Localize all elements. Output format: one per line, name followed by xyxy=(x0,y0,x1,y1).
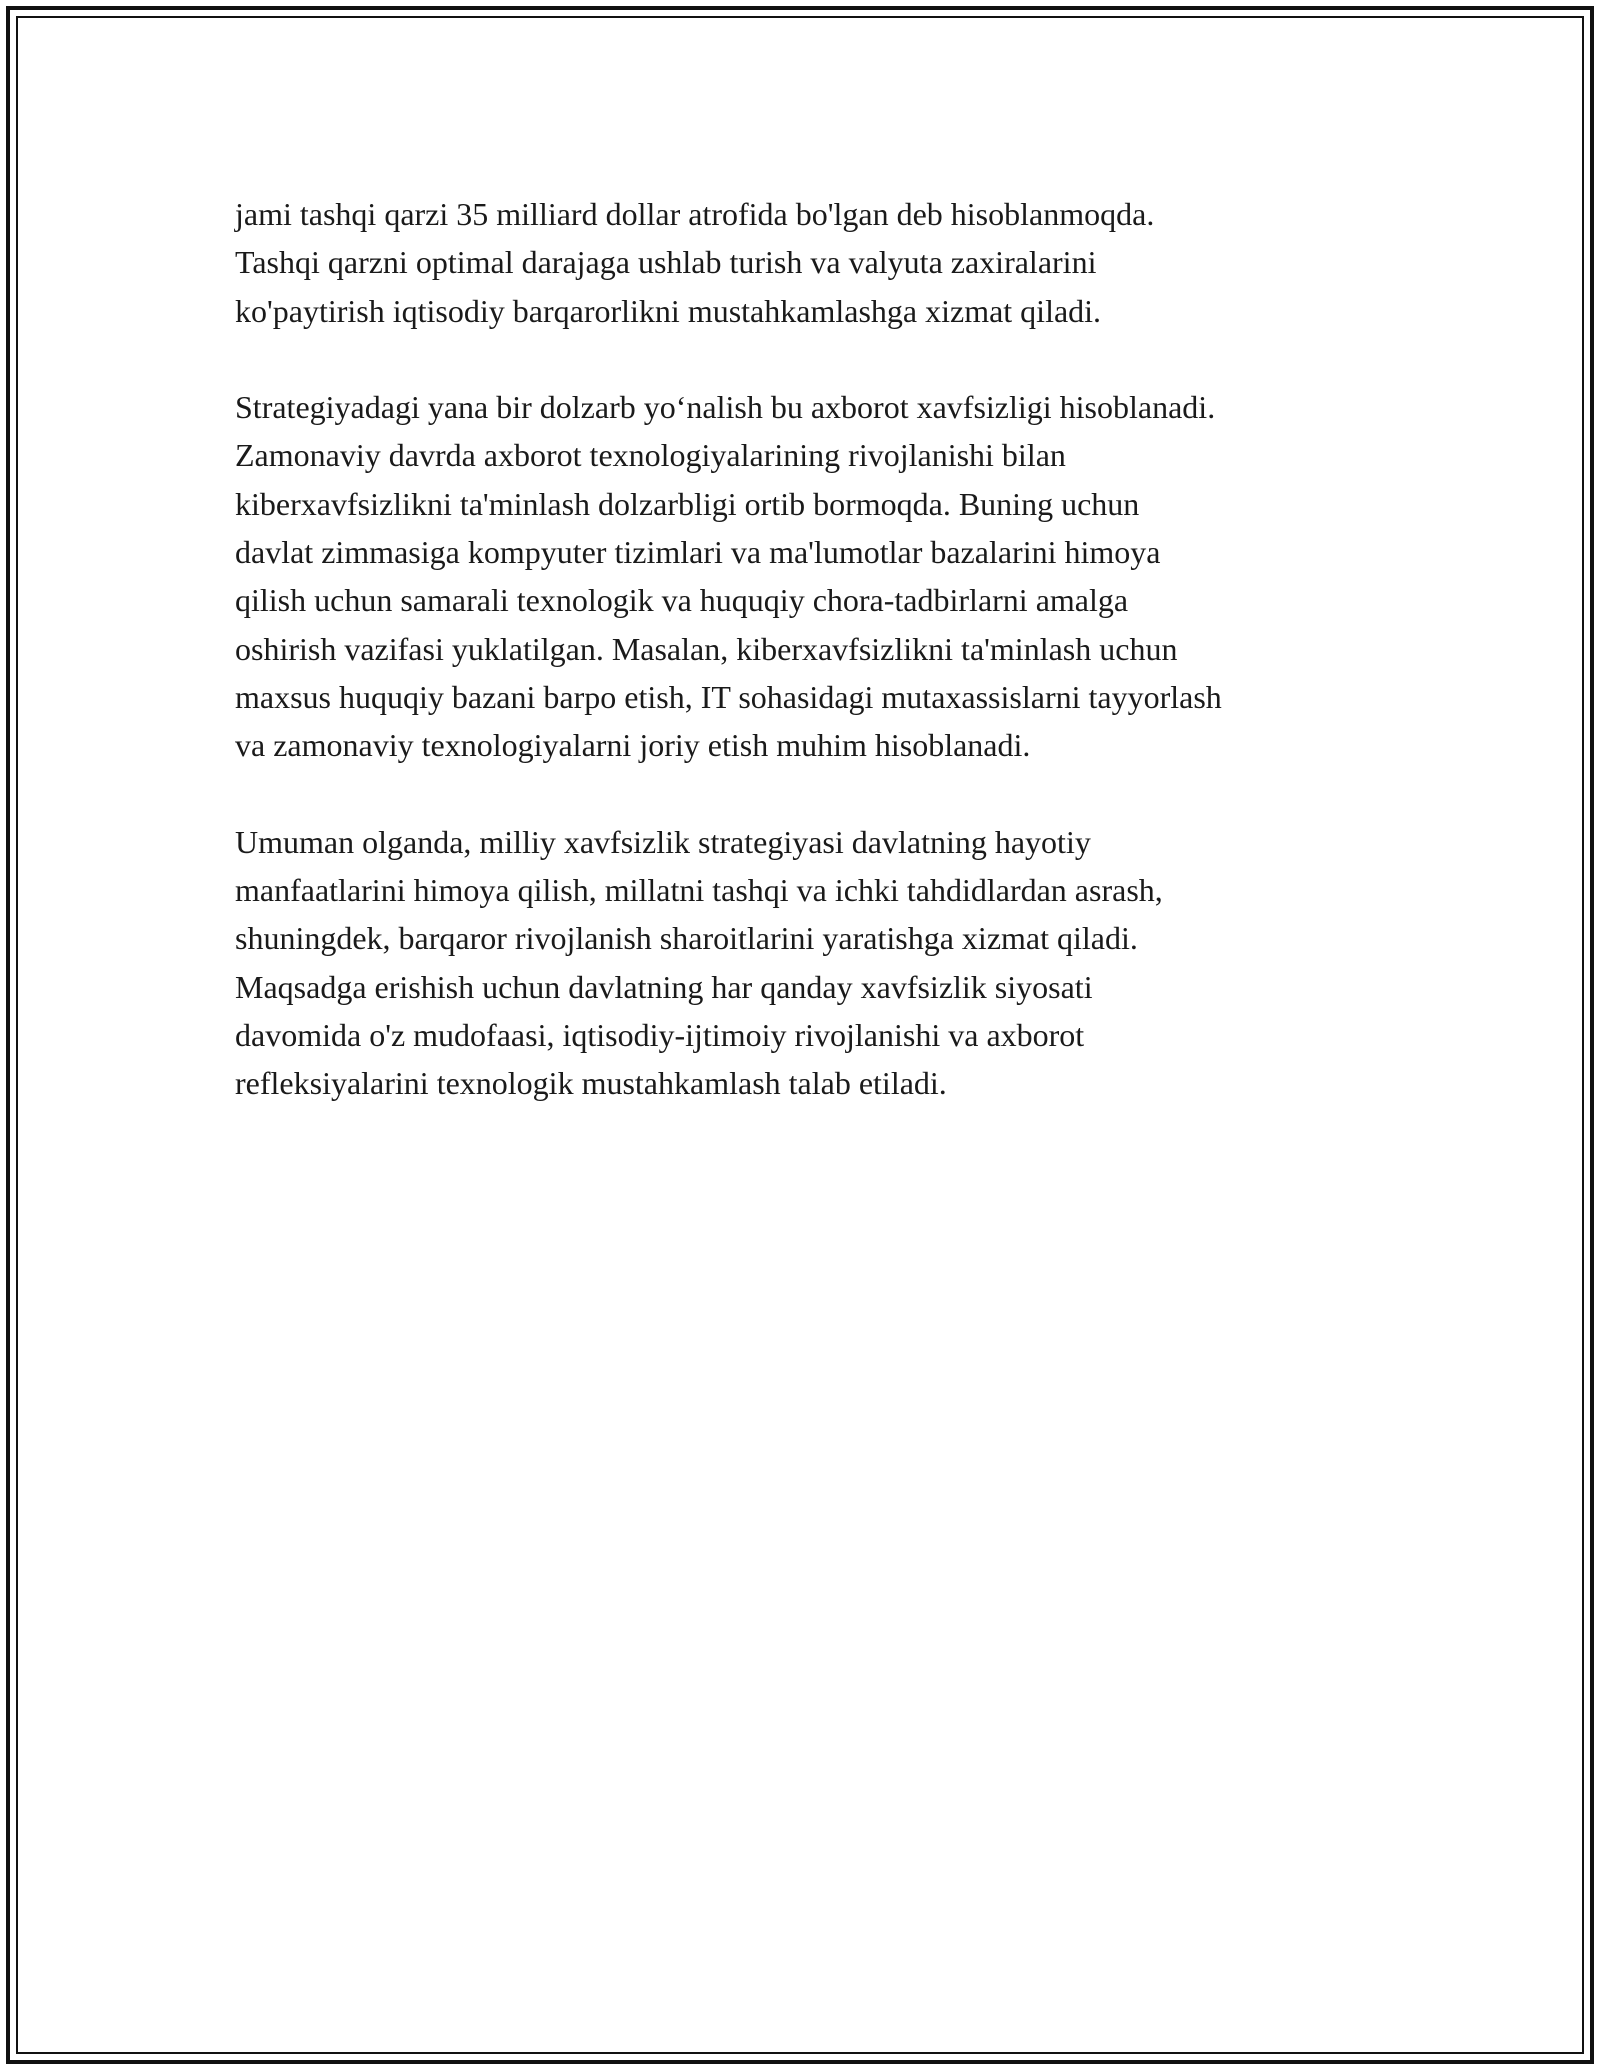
text-line: Tashqi qarzni optimal darajaga ushlab turish va valyuta zaxiralarini xyxy=(235,244,1097,281)
text-line: manfaatlarini himoya qilish, millatni tashqi va ichki tahdidlardan asrash, xyxy=(235,872,1163,909)
paragraph-2 xyxy=(235,383,1375,769)
paragraph-1 xyxy=(235,190,1375,335)
text-line: maxsus huquqiy bazani barpo etish, IT sohasidagi mutaxassislarni tayyorlash xyxy=(235,678,1222,715)
text-line: ko'paytirish iqtisodiy barqarorlikni mustahkamlashga xizmat qiladi. xyxy=(235,292,1102,329)
text-line: kiberxavfsizlikni ta'minlash dolzarbligi ortib bormoqda. Buning uchun xyxy=(235,485,1140,522)
text-line: davomida o'z mudofaasi, iqtisodiy-ijtimoiy rivojlanishi va axborot xyxy=(235,1017,1085,1054)
text-line: qilish uchun samarali texnologik va huquqiy chora-tadbirlarni amalga xyxy=(235,582,1129,619)
text-line: refleksiyalarini texnologik mustahkamlash talab etiladi. xyxy=(235,1065,947,1102)
text-line: jami tashqi qarzi 35 milliard dollar atrofida bo'lgan deb hisoblanmoqda. xyxy=(235,196,1155,232)
text-line: Maqsadga erishish uchun davlatning har qanday xavfsizlik siyosati xyxy=(235,968,1093,1005)
document-body xyxy=(235,190,1375,1156)
text-line: oshirish vazifasi yuklatilgan. Masalan, kiberxavfsizlikni ta'minlash uchun xyxy=(235,630,1178,667)
text-line: shuningdek, barqaror rivojlanish sharoitlarini yaratishga xizmat qiladi. xyxy=(235,920,1138,957)
text-line: Strategiyadagi yana bir dolzarb yo‘nalish bu axborot xavfsizligi hisoblanadi. xyxy=(235,389,1216,426)
text-line: Umuman olganda, milliy xavfsizlik strategiyasi davlatning hayotiy xyxy=(235,823,1091,860)
paragraph-3 xyxy=(235,818,1375,1108)
text-line: Zamonaviy davrda axborot texnologiyalarining rivojlanishi bilan xyxy=(235,437,1066,474)
text-line: va zamonaviy texnologiyalarni joriy etish muhim hisoblanadi. xyxy=(235,727,1031,764)
text-line: davlat zimmasiga kompyuter tizimlari va ma'lumotlar bazalarini himoya xyxy=(235,534,1161,571)
